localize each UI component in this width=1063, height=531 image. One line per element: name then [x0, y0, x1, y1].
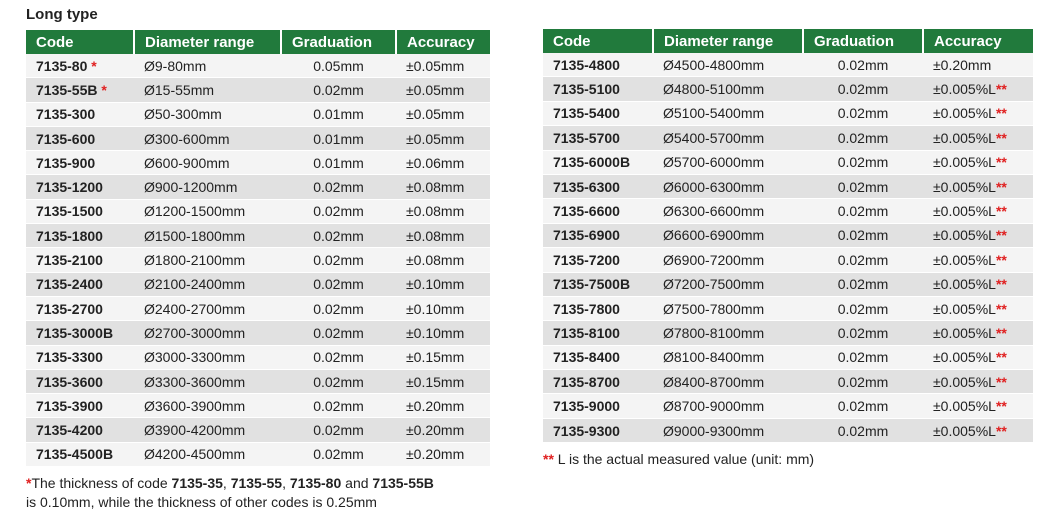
accuracy-text: ±0.005%L — [933, 227, 996, 244]
accuracy-text: ±0.005%L — [933, 203, 996, 220]
accuracy-text: ±0.005%L — [933, 154, 996, 171]
cell-graduation: 0.02mm — [281, 369, 396, 393]
table-row — [543, 321, 1033, 345]
cell-diameter-range: Ø900-1200mm — [134, 175, 281, 199]
cell-graduation: 0.02mm — [803, 321, 923, 345]
code-text: 7135-5400 — [553, 105, 620, 122]
cell-accuracy — [396, 442, 490, 466]
cell-code — [543, 345, 653, 369]
footnote-separator: , — [282, 475, 290, 491]
accuracy-text: ±0.10mm — [406, 276, 465, 293]
header-graduation: Graduation — [281, 30, 396, 54]
code-text: 7135-80 — [36, 57, 88, 74]
cell-diameter-range: Ø9-80mm — [134, 54, 281, 78]
table-row — [26, 151, 490, 175]
cell-diameter-range: Ø2400-2700mm — [134, 296, 281, 320]
footnote-code: 7135-55B — [372, 475, 434, 491]
code-text: 7135-600 — [36, 130, 96, 147]
code-text: 7135-8100 — [553, 324, 620, 341]
cell-graduation: 0.02mm — [803, 345, 923, 369]
code-text: 7135-300 — [36, 106, 96, 123]
cell-diameter-range: Ø9000-9300mm — [653, 418, 803, 442]
cell-accuracy — [396, 296, 490, 320]
accuracy-text: ±0.005%L — [933, 81, 996, 98]
table-row — [543, 345, 1033, 369]
table-row — [26, 394, 490, 418]
cell-graduation: 0.02mm — [281, 394, 396, 418]
cell-diameter-range: Ø3900-4200mm — [134, 418, 281, 442]
cell-accuracy — [923, 77, 1033, 101]
code-text: 7135-9300 — [553, 422, 620, 439]
cell-accuracy — [923, 199, 1033, 223]
cell-accuracy — [923, 394, 1033, 418]
accuracy-text: ±0.005%L — [933, 422, 996, 439]
cell-diameter-range: Ø6600-6900mm — [653, 223, 803, 247]
table-row — [26, 102, 490, 126]
cell-code — [543, 77, 653, 101]
cell-graduation: 0.02mm — [281, 78, 396, 102]
accuracy-text: ±0.08mm — [406, 227, 465, 244]
cell-diameter-range: Ø7200-7500mm — [653, 272, 803, 296]
accuracy-text: ±0.08mm — [406, 179, 465, 196]
code-text: 7135-6900 — [553, 227, 620, 244]
footnote-text: L is the actual measured value (unit: mm) — [553, 451, 815, 467]
table-row — [543, 53, 1033, 77]
footnote-code: 7135-55 — [230, 475, 283, 491]
footnote-code: 7135-80 — [289, 475, 342, 491]
accuracy-text: ±0.005%L — [933, 178, 996, 195]
cell-accuracy — [396, 126, 490, 150]
double-asterisk-mark: ** — [995, 227, 1007, 244]
accuracy-text: ±0.10mm — [406, 300, 465, 317]
accuracy-text: ±0.06mm — [406, 154, 465, 171]
cell-code — [26, 248, 134, 272]
table-row — [26, 78, 490, 102]
code-text: 7135-1200 — [36, 179, 103, 196]
table-row — [26, 442, 490, 466]
table-row — [543, 199, 1033, 223]
cell-code — [26, 175, 134, 199]
double-asterisk-mark: ** — [995, 373, 1007, 390]
cell-code — [26, 78, 134, 102]
footnote-code: 7135-35 — [171, 475, 223, 491]
cell-diameter-range: Ø7800-8100mm — [653, 321, 803, 345]
code-text: 7135-5700 — [553, 129, 620, 146]
code-text: 7135-9000 — [553, 398, 620, 415]
cell-accuracy — [396, 418, 490, 442]
table-row — [543, 174, 1033, 198]
double-asterisk-mark: ** — [995, 398, 1007, 415]
cell-accuracy — [923, 370, 1033, 394]
cell-accuracy — [396, 345, 490, 369]
double-asterisk-mark: ** — [995, 276, 1007, 293]
cell-accuracy — [396, 199, 490, 223]
cell-accuracy — [923, 345, 1033, 369]
table-row — [543, 223, 1033, 247]
cell-graduation: 0.02mm — [281, 272, 396, 296]
asterisk-mark: * — [101, 81, 107, 98]
cell-diameter-range: Ø8400-8700mm — [653, 370, 803, 394]
cell-graduation: 0.02mm — [803, 394, 923, 418]
accuracy-text: ±0.15mm — [406, 373, 465, 390]
cell-code — [26, 151, 134, 175]
double-asterisk-mark: ** — [995, 81, 1007, 98]
table-row — [26, 199, 490, 223]
cell-graduation: 0.02mm — [803, 126, 923, 150]
cell-code — [26, 224, 134, 248]
accuracy-text: ±0.005%L — [933, 324, 996, 341]
code-text: 7135-6300 — [553, 178, 620, 195]
cell-accuracy — [396, 394, 490, 418]
cell-graduation: 0.02mm — [803, 174, 923, 198]
table-row — [543, 126, 1033, 150]
accuracy-text: ±0.005%L — [933, 129, 996, 146]
header-diameter-range: Diameter range — [134, 30, 281, 54]
cell-diameter-range: Ø2100-2400mm — [134, 272, 281, 296]
table-row — [543, 370, 1033, 394]
cell-accuracy — [396, 224, 490, 248]
code-text: 7135-2100 — [36, 252, 103, 269]
table-row — [26, 54, 490, 78]
cell-code — [543, 248, 653, 272]
table-row — [543, 77, 1033, 101]
cell-graduation: 0.02mm — [281, 175, 396, 199]
cell-accuracy — [396, 78, 490, 102]
accuracy-text: ±0.08mm — [406, 252, 465, 269]
cell-diameter-range: Ø300-600mm — [134, 126, 281, 150]
code-text: 7135-8400 — [553, 349, 620, 366]
cell-graduation: 0.01mm — [281, 126, 396, 150]
cell-graduation: 0.05mm — [281, 54, 396, 78]
cell-graduation: 0.02mm — [281, 442, 396, 466]
cell-diameter-range: Ø6300-6600mm — [653, 199, 803, 223]
table-row — [543, 272, 1033, 296]
table-header-row — [26, 30, 490, 54]
cell-accuracy — [923, 321, 1033, 345]
cell-diameter-range: Ø6000-6300mm — [653, 174, 803, 198]
asterisk-mark: * — [91, 57, 97, 74]
cell-accuracy — [923, 248, 1033, 272]
accuracy-text: ±0.20mm — [406, 446, 465, 463]
cell-accuracy — [923, 272, 1033, 296]
cell-code — [26, 102, 134, 126]
header-code: Code — [543, 29, 653, 53]
code-text: 7135-4800 — [553, 56, 620, 73]
cell-diameter-range: Ø3300-3600mm — [134, 369, 281, 393]
cell-graduation: 0.02mm — [803, 101, 923, 125]
spec-table-left — [26, 30, 490, 467]
cell-diameter-range: Ø2700-3000mm — [134, 321, 281, 345]
code-text: 7135-2400 — [36, 276, 103, 293]
cell-diameter-range: Ø5100-5400mm — [653, 101, 803, 125]
table-row — [543, 150, 1033, 174]
header-graduation: Graduation — [803, 29, 923, 53]
double-asterisk-mark: ** — [995, 129, 1007, 146]
accuracy-text: ±0.20mm — [933, 56, 992, 73]
cell-code — [543, 126, 653, 150]
double-asterisk-mark: ** — [995, 203, 1007, 220]
double-asterisk-mark: ** — [995, 300, 1007, 317]
double-asterisk-mark: ** — [995, 349, 1007, 366]
cell-accuracy — [923, 150, 1033, 174]
cell-graduation: 0.02mm — [803, 418, 923, 442]
code-text: 7135-6600 — [553, 203, 620, 220]
cell-code — [543, 272, 653, 296]
code-text: 7135-55B — [36, 81, 98, 98]
header-code: Code — [26, 30, 134, 54]
cell-graduation: 0.01mm — [281, 102, 396, 126]
cell-accuracy — [923, 174, 1033, 198]
cell-graduation: 0.02mm — [281, 296, 396, 320]
header-diameter-range: Diameter range — [653, 29, 803, 53]
double-asterisk-mark: ** — [995, 154, 1007, 171]
footnote-measured-value — [543, 451, 814, 467]
footnote-star-mark: * — [26, 475, 32, 491]
cell-code — [543, 296, 653, 320]
accuracy-text: ±0.005%L — [933, 300, 996, 317]
cell-graduation: 0.01mm — [281, 151, 396, 175]
table-row — [26, 418, 490, 442]
cell-code — [543, 394, 653, 418]
table-row — [26, 126, 490, 150]
accuracy-text: ±0.20mm — [406, 422, 465, 439]
cell-graduation: 0.02mm — [281, 248, 396, 272]
table-row — [543, 394, 1033, 418]
cell-code — [26, 199, 134, 223]
cell-accuracy — [396, 151, 490, 175]
cell-graduation: 0.02mm — [281, 224, 396, 248]
cell-accuracy — [396, 272, 490, 296]
accuracy-text: ±0.005%L — [933, 349, 996, 366]
cell-code — [543, 199, 653, 223]
accuracy-text: ±0.05mm — [406, 81, 465, 98]
cell-graduation: 0.02mm — [803, 223, 923, 247]
code-text: 7135-900 — [36, 154, 96, 171]
code-text: 7135-1500 — [36, 203, 103, 220]
cell-accuracy — [923, 418, 1033, 442]
cell-accuracy — [923, 126, 1033, 150]
accuracy-text: ±0.005%L — [933, 251, 996, 268]
cell-diameter-range: Ø7500-7800mm — [653, 296, 803, 320]
cell-diameter-range: Ø6900-7200mm — [653, 248, 803, 272]
table-row — [26, 296, 490, 320]
cell-diameter-range: Ø1200-1500mm — [134, 199, 281, 223]
code-text: 7135-6000B — [553, 154, 631, 171]
table-row — [26, 175, 490, 199]
cell-diameter-range: Ø8100-8400mm — [653, 345, 803, 369]
cell-code — [26, 418, 134, 442]
cell-code — [26, 272, 134, 296]
cell-graduation: 0.02mm — [803, 248, 923, 272]
accuracy-text: ±0.005%L — [933, 105, 996, 122]
cell-code — [26, 54, 134, 78]
code-text: 7135-3600 — [36, 373, 103, 390]
cell-code — [26, 394, 134, 418]
table-row — [543, 296, 1033, 320]
cell-accuracy — [396, 248, 490, 272]
footnote-separator: and — [341, 475, 373, 491]
cell-diameter-range: Ø1500-1800mm — [134, 224, 281, 248]
cell-diameter-range: Ø15-55mm — [134, 78, 281, 102]
code-text: 7135-1800 — [36, 227, 103, 244]
code-text: 7135-7500B — [553, 276, 631, 293]
table-row — [543, 418, 1033, 442]
cell-diameter-range: Ø3600-3900mm — [134, 394, 281, 418]
cell-accuracy — [396, 321, 490, 345]
code-text: 7135-3900 — [36, 397, 103, 414]
cell-diameter-range: Ø1800-2100mm — [134, 248, 281, 272]
header-accuracy: Accuracy — [923, 29, 1033, 53]
cell-code — [26, 442, 134, 466]
cell-diameter-range: Ø4500-4800mm — [653, 53, 803, 77]
code-text: 7135-8700 — [553, 373, 620, 390]
cell-graduation: 0.02mm — [281, 199, 396, 223]
double-asterisk-mark: ** — [995, 178, 1007, 195]
cell-code — [543, 321, 653, 345]
header-accuracy: Accuracy — [396, 30, 490, 54]
cell-graduation: 0.02mm — [281, 418, 396, 442]
cell-graduation: 0.02mm — [803, 199, 923, 223]
cell-graduation: 0.02mm — [281, 345, 396, 369]
cell-accuracy — [923, 53, 1033, 77]
cell-graduation: 0.02mm — [803, 272, 923, 296]
code-text: 7135-7800 — [553, 300, 620, 317]
cell-code — [543, 418, 653, 442]
footnote-separator: , — [222, 475, 231, 491]
accuracy-text: ±0.05mm — [406, 130, 465, 147]
cell-accuracy — [923, 101, 1033, 125]
accuracy-text: ±0.10mm — [406, 324, 465, 341]
accuracy-text: ±0.005%L — [933, 398, 996, 415]
cell-code — [543, 174, 653, 198]
accuracy-text: ±0.05mm — [406, 106, 465, 123]
table-row — [26, 369, 490, 393]
cell-diameter-range: Ø5400-5700mm — [653, 126, 803, 150]
spec-table-right — [543, 29, 1033, 443]
footnote-text: The thickness of code — [31, 475, 172, 491]
cell-graduation: 0.02mm — [803, 296, 923, 320]
cell-code — [26, 345, 134, 369]
cell-code — [543, 53, 653, 77]
cell-code — [26, 126, 134, 150]
table-row — [543, 101, 1033, 125]
accuracy-text: ±0.20mm — [406, 397, 465, 414]
cell-accuracy — [396, 175, 490, 199]
cell-diameter-range: Ø3000-3300mm — [134, 345, 281, 369]
cell-graduation: 0.02mm — [803, 53, 923, 77]
double-asterisk-mark: ** — [995, 105, 1007, 122]
cell-diameter-range: Ø8700-9000mm — [653, 394, 803, 418]
cell-diameter-range: Ø50-300mm — [134, 102, 281, 126]
double-asterisk-mark: ** — [995, 324, 1007, 341]
accuracy-text: ±0.08mm — [406, 203, 465, 220]
accuracy-text: ±0.005%L — [933, 276, 996, 293]
code-text: 7135-3300 — [36, 349, 103, 366]
cell-code — [26, 369, 134, 393]
code-text: 7135-7200 — [553, 251, 620, 268]
accuracy-text: ±0.15mm — [406, 349, 465, 366]
cell-code — [543, 223, 653, 247]
cell-code — [26, 321, 134, 345]
double-asterisk-mark: ** — [995, 422, 1007, 439]
table-row — [543, 248, 1033, 272]
footnote-text: is 0.10mm, while the thickness of other codes is 0.25mm — [26, 494, 377, 510]
cell-code — [543, 370, 653, 394]
cell-graduation: 0.02mm — [803, 150, 923, 174]
footnote-double-star-mark: ** — [543, 451, 554, 467]
table-row — [26, 345, 490, 369]
code-text: 7135-2700 — [36, 300, 103, 317]
code-text: 7135-4500B — [36, 446, 114, 463]
table-row — [26, 321, 490, 345]
table-row — [26, 248, 490, 272]
cell-accuracy — [396, 369, 490, 393]
cell-graduation: 0.02mm — [281, 321, 396, 345]
code-text: 7135-5100 — [553, 81, 620, 98]
cell-code — [26, 296, 134, 320]
cell-diameter-range: Ø5700-6000mm — [653, 150, 803, 174]
cell-accuracy — [923, 223, 1033, 247]
cell-code — [543, 101, 653, 125]
cell-accuracy — [923, 296, 1033, 320]
code-text: 7135-3000B — [36, 324, 114, 341]
accuracy-text: ±0.005%L — [933, 373, 996, 390]
cell-graduation: 0.02mm — [803, 370, 923, 394]
cell-diameter-range: Ø4200-4500mm — [134, 442, 281, 466]
code-text: 7135-4200 — [36, 422, 103, 439]
cell-accuracy — [396, 102, 490, 126]
cell-graduation: 0.02mm — [803, 77, 923, 101]
footnote-thickness — [26, 474, 496, 512]
table-row — [26, 224, 490, 248]
double-asterisk-mark: ** — [995, 251, 1007, 268]
cell-accuracy — [396, 54, 490, 78]
table-row — [26, 272, 490, 296]
table-header-row — [543, 29, 1033, 53]
page-title: Long type — [26, 6, 98, 23]
accuracy-text: ±0.05mm — [406, 57, 465, 74]
cell-diameter-range: Ø4800-5100mm — [653, 77, 803, 101]
cell-code — [543, 150, 653, 174]
cell-diameter-range: Ø600-900mm — [134, 151, 281, 175]
